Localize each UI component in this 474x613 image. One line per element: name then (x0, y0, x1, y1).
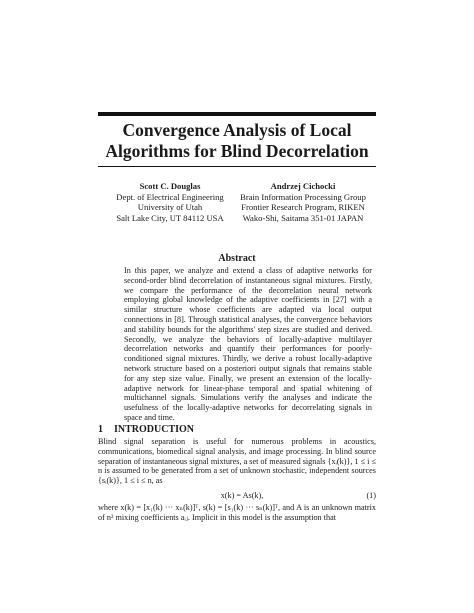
equation-body: x(k) = As(k), (220, 491, 264, 500)
intro-paragraph: Blind signal separation is useful for numerous problems in acoustics, communications, biomedical signal analysis, and image processing. In blind source separation of instantaneous signal mixtures, a set of measured signals {xᵢ(k)}, 1 ≤ i ≤ n is assumed to be generated from a set of unknown stochastic, independent sources {sᵢ(k)}, 1 ≤ i ≤ n, as (98, 437, 376, 486)
title-bottom-rule (98, 166, 376, 167)
author-name: Andrzej Cichocki (270, 181, 336, 191)
title-line-2: Algorithms for Blind Decorrelation (105, 141, 369, 161)
equation-number: (1) (366, 491, 376, 500)
section-heading (98, 424, 194, 435)
abstract-text: In this paper, we analyze and extend a class of adaptive networks for second-order blind decorrelation of instantaneous signal mixtures. Firstly, we compare the performance of the decorrelation neural network employing global knowledge of the adaptive coefficients in [27] with a similar structure whose coefficients are adapted via local output connections in [8]. Through statistical analyses, the convergence behaviors and stability bounds for the algorithms' step sizes are studied and derived. Secondly, we analyze the behaviors of locally-adaptive multilayer decorrelation networks and quantify their performances for poorly-conditioned signal mixtures. Thirdly, we derive a robust locally-adaptive network structure based on a posteriori output signals that remains stable for any step size value. Finally, we present an extension of the locally-adaptive network for linear-phase temporal and spatial whitening of multichannel signals. Simulations verify the analyses and indicate the usefulness of the locally-adaptive networks for decorrelating signals in space and time. (124, 266, 372, 422)
abstract-heading: Abstract (218, 253, 256, 264)
title-top-rule (98, 112, 376, 116)
author-affiliation: University of Utah (137, 202, 203, 213)
author-affiliation: Frontier Research Program, RIKEN (241, 202, 365, 213)
paper-title (60, 120, 414, 162)
author-affiliation: Brain Information Processing Group (240, 191, 366, 202)
author-affiliation: Dept. of Electrical Engineering (116, 191, 224, 202)
title-line-1: Convergence Analysis of Local (122, 120, 352, 140)
section-number: 1 (98, 424, 103, 435)
author-name: Scott C. Douglas (139, 181, 201, 191)
author-block-2 (223, 181, 383, 223)
equation-1 (98, 491, 376, 501)
section-title: INTRODUCTION (114, 424, 195, 435)
author-affiliation: Salt Lake City, UT 84112 USA (116, 212, 224, 223)
after-equation-text: where x(k) = [x₁(k) ··· xₙ(k)]ᵀ, s(k) = [s₁(k) ··· sₙ(k)]ᵀ, and A is an unknown matrix of n² mixing coefficients aᵢⱼ. Implicit in this model is the assumption that (98, 503, 376, 522)
author-affiliation: Wako-Shi, Saitama 351-01 JAPAN (242, 212, 364, 223)
